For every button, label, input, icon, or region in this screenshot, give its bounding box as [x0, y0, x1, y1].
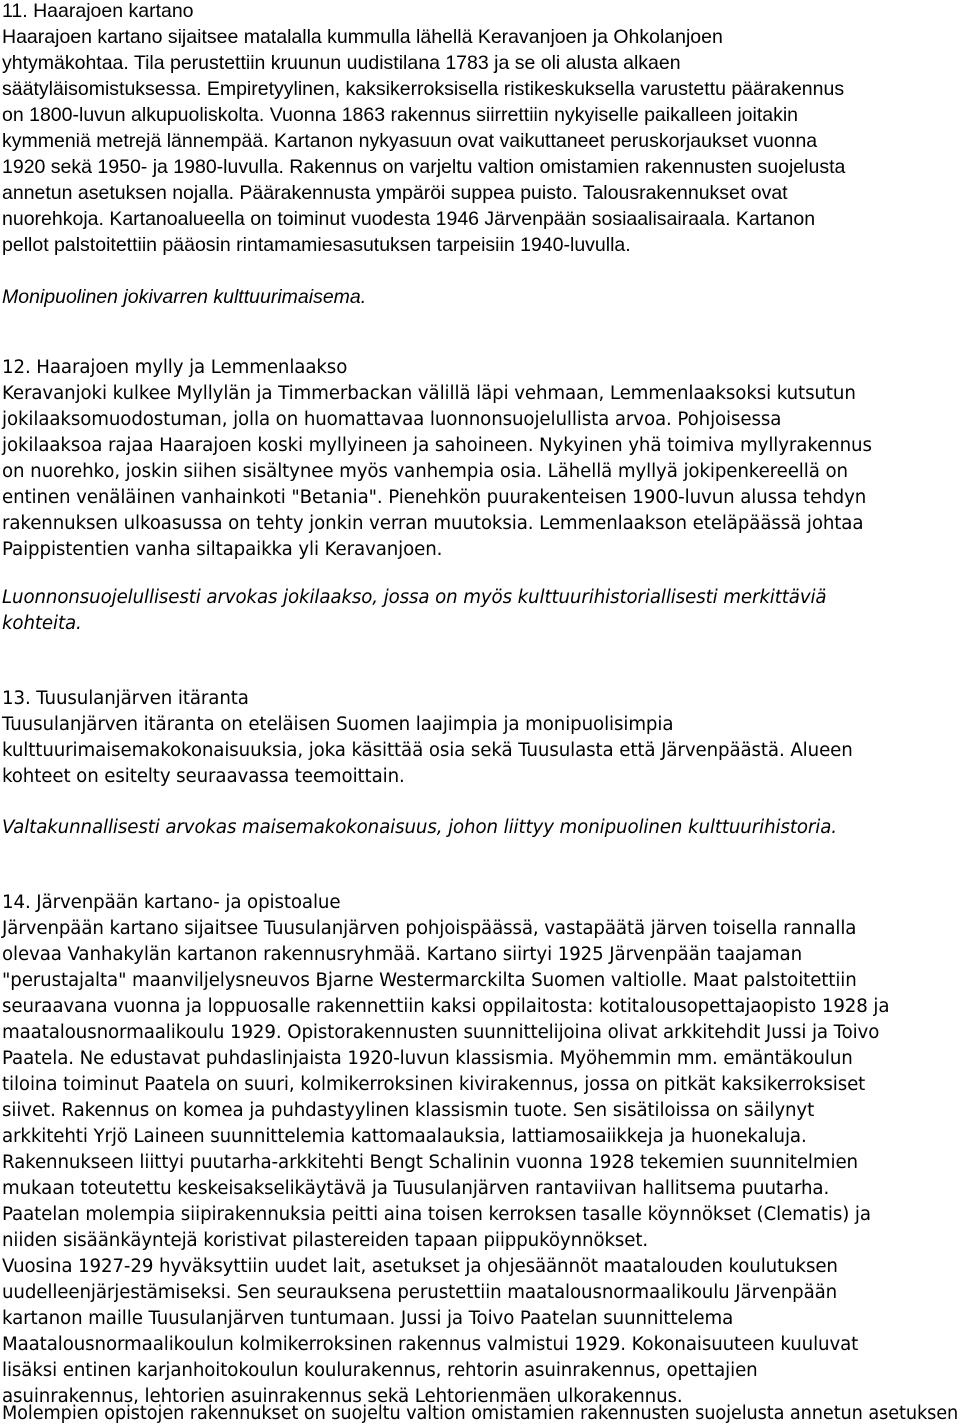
paragraph-line: pellot palstoitettiin pääosin rintamamiesasutuksen tarpeisiin 1940-luvulla.	[2, 234, 631, 256]
paragraph-line: seuraavana vuonna ja loppuosalle rakennettiin kaksi oppilaitosta: kotitalousopettajaopisto 1928 ja	[2, 996, 890, 1017]
paragraph-line: olevaa Vanhakylän kartanon rakennusryhmää. Kartano siirtyi 1925 Järvenpään taajaman	[2, 944, 803, 965]
paragraph-line: säätyläisomistuksessa. Empiretyylinen, kaksikerroksisella ristikeskuksella varustettu päärakennus	[2, 78, 845, 100]
paragraph-line: "perustajalta" maanviljelysneuvos Bjarne Westermarckilta Suomen valtiolle. Maat palstoitettiin	[2, 970, 857, 991]
paragraph-line: Paatela. Ne edustavat puhdaslinjaista 1920-luvun klassismia. Myöhemmin mm. emäntäkoulun	[2, 1048, 853, 1069]
paragraph-line: jokilaaksomuodostuman, jolla on huomattavaa luonnonsuojelullista arvoa. Pohjoisessa	[2, 409, 782, 430]
paragraph-line: Tuusulanjärven itäranta on eteläisen Suomen laajimpia ja monipuolisimpia	[2, 714, 674, 735]
section-heading: 14. Järvenpään kartano- ja opistoalue	[2, 892, 341, 913]
paragraph-line: on 1800-luvun alkupuoliskolta. Vuonna 1863 rakennus siirrettiin nykyiselle paikalleen joitakin	[2, 104, 799, 126]
section-note: kohteita.	[2, 613, 82, 634]
section-note: Monipuolinen jokivarren kulttuurimaisema.	[2, 286, 367, 308]
paragraph-line: asuinrakennus, lehtorien asuinrakennus sekä Lehtorienmäen ulkorakennus.	[2, 1386, 683, 1407]
section-heading: 12. Haarajoen mylly ja Lemmenlaakso	[2, 357, 348, 378]
paragraph-line: Vuosina 1927-29 hyväksyttiin uudet lait, asetukset ja ohjesäännöt maatalouden koulutuksen	[2, 1256, 838, 1277]
paragraph-line: jokilaaksoa rajaa Haarajoen koski myllyineen ja sahoineen. Nykyinen yhä toimiva myllyrakennus	[2, 435, 872, 456]
paragraph-line: rakennuksen ulkoasussa on tehty jonkin verran muutoksia. Lemmenlaakson eteläpäässä johtaa	[2, 513, 864, 534]
paragraph-line: yhtymäkohtaa. Tila perustettiin kruunun uudistilana 1783 ja se oli alusta alkaen	[2, 52, 681, 74]
paragraph-line: nuorehkoja. Kartanoalueella on toiminut vuodesta 1946 Järvenpään sosiaalisairaala. Kartanon	[2, 208, 816, 230]
paragraph-line: maatalousnormaalikoulu 1929. Opistorakennusten suunnittelijoina olivat arkkitehdit Jussi ja Toivo	[2, 1022, 880, 1043]
paragraph-line: annetun asetuksen nojalla. Päärakennusta ympäröi suppea puisto. Talousrakennukset ovat	[2, 182, 788, 204]
paragraph-line: uudelleenjärjestämiseksi. Sen seurauksena perustettiin maatalousnormaalikoulu Järvenpään	[2, 1282, 838, 1303]
paragraph-line: Paatelan molempia siipirakennuksia peitti aina toisen kerroksen tasalle köynnökset (Clematis) ja	[2, 1204, 871, 1225]
section-heading: 11. Haarajoen kartano	[2, 0, 194, 22]
paragraph-line: kartanon maille Tuusulanjärven tuntumaan. Jussi ja Toivo Paatelan suunnittelema	[2, 1308, 734, 1329]
paragraph-line: kulttuurimaisemakokonaisuuksia, joka käsittää osia sekä Tuusulasta että Järvenpäästä. Alueen	[2, 740, 853, 761]
paragraph-line: Rakennukseen liittyi puutarha-arkkitehti Bengt Schalinin vuonna 1928 tekemien suunnitelmien	[2, 1152, 858, 1173]
paragraph-line: kymmeniä metrejä lännempää. Kartanon nykyasuun ovat vaikuttaneet peruskorjaukset vuonna	[2, 130, 818, 152]
paragraph-line: mukaan toteutettu keskeisakselikäytävä ja Tuusulanjärven rantaviivan hallitsema puutarha.	[2, 1178, 830, 1199]
paragraph-line: siivet. Rakennus on komea ja puhdastyylinen klassismin tuote. Sen sisätiloissa on säilynyt	[2, 1100, 815, 1121]
paragraph-line: 1920 sekä 1950- ja 1980-luvulla. Rakennus on varjeltu valtion omistamien rakennusten suojelusta	[2, 156, 846, 178]
section-heading: 13. Tuusulanjärven itäranta	[2, 688, 249, 709]
paragraph-line: entinen venäläinen vanhainkoti "Betania". Pienehkön puurakenteisen 1900-luvun alussa tehdyn	[2, 487, 867, 508]
paragraph-line: tiloina toiminut Paatela on suuri, kolmikerroksinen kivirakennus, jossa on pitkät kaksikerroksiset	[2, 1074, 866, 1095]
paragraph-line: kohteet on esitelty seuraavassa teemoittain.	[2, 766, 405, 787]
paragraph-line: Järvenpään kartano sijaitsee Tuusulanjärven pohjoispäässä, vastapäätä järven toisella rannalla	[2, 918, 857, 939]
paragraph-line: arkkitehti Yrjö Laineen suunnittelemia kattomaalauksia, lattiamosaiikkeja ja huonekaluja.	[2, 1126, 807, 1147]
paragraph-line: Maatalousnormaalikoulun kolmikerroksinen rakennus valmistui 1929. Kokonaisuuteen kuuluvat	[2, 1334, 859, 1355]
paragraph-line: on nuorehko, joskin siihen sisältynee myös vanhempia osia. Lähellä myllyä jokipenkereellä on	[2, 461, 848, 482]
paragraph-line: Keravanjoki kulkee Myllylän ja Timmerbackan välillä läpi vehmaan, Lemmenlaaksoksi kutsutun	[2, 383, 856, 404]
paragraph-line: niiden sisäänkäyntejä koristivat pilastereiden tapaan piippuköynnökset.	[2, 1230, 649, 1251]
paragraph-line: Paippistentien vanha siltapaikka yli Keravanjoen.	[2, 539, 443, 560]
paragraph-line: lisäksi entinen karjanhoitokoulun koulurakennus, rehtorin asuinrakennus, opettajien	[2, 1360, 758, 1381]
paragraph-line: Haarajoen kartano sijaitsee matalalla kummulla lähellä Keravanjoen ja Ohkolanjoen	[2, 26, 723, 48]
section-note: Valtakunnallisesti arvokas maisemakokonaisuus, johon liittyy monipuolinen kulttuurihistoria.	[2, 817, 837, 838]
section-note: Luonnonsuojelullisesti arvokas jokilaakso, jossa on myös kulttuurihistoriallisesti merkittäviä	[2, 587, 827, 608]
paragraph-line: Molempien opistojen rakennukset on suojeltu valtion omistamien rakennusten suojelusta annetun asetuksen	[2, 1403, 959, 1424]
